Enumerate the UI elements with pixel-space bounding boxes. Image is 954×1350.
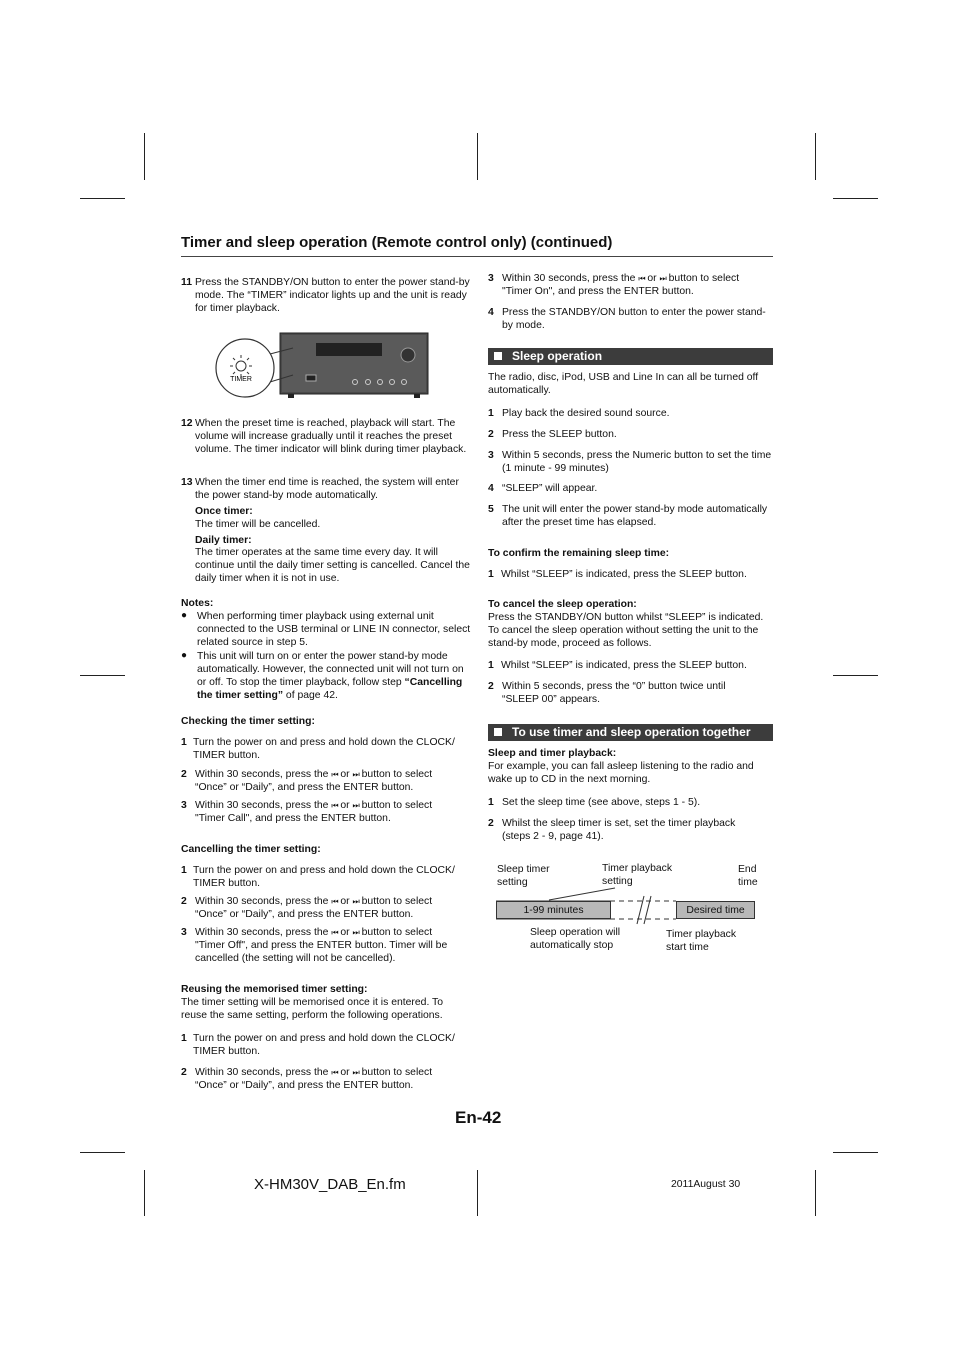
step-number: 1 xyxy=(488,797,494,808)
step-number: 13 xyxy=(181,477,193,488)
section-heading: Checking the timer setting: xyxy=(181,716,315,727)
step-text: Within 30 seconds, press the ⏮ or ⏭ button to select "Timer Off", and press the ENTER button. Timer will be cancelled (the setting will not be cancelled). xyxy=(195,927,448,964)
step-text: Within 5 seconds, press the Numeric button to set the time (1 minute - 99 minutes) xyxy=(502,450,772,474)
diagram-label: Sleep operation will automatically stop xyxy=(530,927,621,951)
device-illustration xyxy=(208,330,433,405)
step-text: Play back the desired sound source. xyxy=(502,408,670,419)
daily-timer-heading: Daily timer: xyxy=(195,535,252,546)
step-text: The unit will enter the power stand-by mode automatically after the preset time has elapsed. xyxy=(502,504,768,528)
section-bar-sleep: Sleep operation xyxy=(488,348,773,365)
step-number: 1 xyxy=(488,408,494,419)
section-heading: Cancelling the timer setting: xyxy=(181,844,321,855)
step-text: Press the STANDBY/ON button to enter the power stand-by mode. The “TIMER” indicator lights up and the unit is ready for timer playback. xyxy=(195,277,470,314)
next-icon: ⏭ xyxy=(352,1068,359,1077)
step-number: 12 xyxy=(181,418,193,429)
crop-mark xyxy=(833,675,878,676)
diagram-label: Sleep timer setting xyxy=(497,864,550,888)
step-text: Set the sleep time (see above, steps 1 - 5). xyxy=(502,797,701,808)
footer-date: 2011August 30 xyxy=(671,1179,741,1190)
once-timer-text: The timer will be cancelled. xyxy=(195,519,321,530)
timer-label: TIMER xyxy=(230,376,252,383)
crop-mark xyxy=(80,1152,125,1153)
step-text: Within 30 seconds, press the ⏮ or ⏭ button to select "Timer On", and press the ENTER button. xyxy=(502,273,740,297)
section-heading: Reusing the memorised timer setting: xyxy=(181,984,368,995)
prev-icon: ⏮ xyxy=(331,897,338,906)
step-text: Turn the power on and press and hold down the CLOCK/ TIMER button. xyxy=(193,865,455,889)
step-text: Whilst “SLEEP” is indicated, press the SLEEP button. xyxy=(501,569,747,580)
step-text: “SLEEP” will appear. xyxy=(502,483,598,494)
step-number: 2 xyxy=(488,818,494,829)
step-text: Within 30 seconds, press the ⏮ or ⏭ button to select “Once” or “Daily”, and press the ENTER button. xyxy=(195,769,433,793)
crop-mark xyxy=(80,198,125,199)
note-text: This unit will turn on or enter the power stand-by mode automatically. However, the connected unit will not turn on or off. To stop the timer playback, follow step “Cancelling the timer setting” of page 42. xyxy=(197,651,464,701)
step-number: 1 xyxy=(181,737,187,748)
step-text: Whilst “SLEEP” is indicated, press the SLEEP button. xyxy=(501,660,747,671)
step-text: When the timer end time is reached, the system will enter the power stand-by mode automatically. xyxy=(195,477,459,501)
crop-mark xyxy=(815,133,816,180)
step-text: Whilst the sleep timer is set, set the timer playback (steps 2 - 9, page 41). xyxy=(502,818,736,842)
next-icon: ⏭ xyxy=(352,928,359,937)
once-timer-heading: Once timer: xyxy=(195,506,253,517)
section-heading: Sleep and timer playback: xyxy=(488,748,617,759)
step-number: 1 xyxy=(181,865,187,876)
crop-mark xyxy=(833,198,878,199)
crop-mark xyxy=(477,133,478,180)
desired-time-box: Desired time xyxy=(676,901,755,919)
section-intro: Press the STANDBY/ON button whilst “SLEEP” is indicated. To cancel the sleep operation without setting the unit to the stand-by mode, proceed as follows. xyxy=(488,612,764,649)
step-number: 11 xyxy=(181,277,192,288)
crop-mark xyxy=(815,1170,816,1216)
square-icon xyxy=(494,352,502,360)
prev-icon: ⏮ xyxy=(638,274,645,283)
crop-mark xyxy=(80,675,125,676)
sleep-duration-box: 1-99 minutes xyxy=(496,901,611,919)
square-icon xyxy=(494,728,502,736)
step-text: Within 5 seconds, press the “0” button twice until “SLEEP 00” appears. xyxy=(502,681,726,705)
next-icon: ⏭ xyxy=(352,801,359,810)
prev-icon: ⏮ xyxy=(331,770,338,779)
step-number: 2 xyxy=(181,769,187,780)
diagram-label: Timer playback setting xyxy=(602,863,673,887)
step-number: 2 xyxy=(181,896,187,907)
step-number: 2 xyxy=(488,429,494,440)
step-number: 3 xyxy=(181,800,187,811)
step-text: Within 30 seconds, press the ⏮ or ⏭ button to select “Once” or “Daily”, and press the ENTER button. xyxy=(195,896,433,920)
crop-mark xyxy=(477,1170,478,1216)
step-number: 3 xyxy=(181,927,187,938)
step-number: 3 xyxy=(488,450,494,461)
notes-heading: Notes: xyxy=(181,598,214,609)
step-number: 1 xyxy=(488,660,494,671)
section-intro: For example, you can fall asleep listening to the radio and wake up to CD in the next morning. xyxy=(488,761,754,785)
bullet-icon: ● xyxy=(181,650,188,661)
section-heading: To cancel the sleep operation: xyxy=(488,599,637,610)
prev-icon: ⏮ xyxy=(331,801,338,810)
prev-icon: ⏮ xyxy=(331,1068,338,1077)
daily-timer-text: The timer operates at the same time every day. It will continue until the daily timer setting is cancelled. Cancel the daily timer when it is not in use. xyxy=(195,547,470,584)
step-text: When the preset time is reached, playback will start. The volume will increase gradually until it reaches the preset volume. The timer indicator will blink during timer playback. xyxy=(195,418,467,455)
page-title: Timer and sleep operation (Remote control only) (continued) xyxy=(181,234,613,251)
step-number: 5 xyxy=(488,504,494,515)
section-intro: The timer setting will be memorised once it is entered. To reuse the same setting, perform the following operations. xyxy=(181,997,443,1021)
next-icon: ⏭ xyxy=(352,897,359,906)
step-number: 2 xyxy=(181,1067,187,1078)
step-text: Within 30 seconds, press the ⏮ or ⏭ button to select “Once” or “Daily”, and press the ENTER button. xyxy=(195,1067,433,1091)
step-text: Press the STANDBY/ON button to enter the power stand-by mode. xyxy=(502,307,766,331)
bullet-icon: ● xyxy=(181,610,188,621)
section-intro: The radio, disc, iPod, USB and Line In can all be turned off automatically. xyxy=(488,372,759,396)
step-number: 1 xyxy=(181,1033,187,1044)
crop-mark xyxy=(144,1170,145,1216)
title-rule xyxy=(181,256,773,257)
step-text: Turn the power on and press and hold down the CLOCK/ TIMER button. xyxy=(193,737,455,761)
step-number: 4 xyxy=(488,307,494,318)
next-icon: ⏭ xyxy=(352,770,359,779)
footer-filename: X-HM30V_DAB_En.fm xyxy=(254,1176,406,1193)
step-number: 4 xyxy=(488,483,494,494)
step-number: 2 xyxy=(488,681,494,692)
next-icon: ⏭ xyxy=(659,274,666,283)
diagram-label: End time xyxy=(738,864,758,888)
step-number: 1 xyxy=(488,569,494,580)
section-bar-together: To use timer and sleep operation together xyxy=(488,724,773,741)
page-number: En-42 xyxy=(455,1108,502,1127)
prev-icon: ⏮ xyxy=(331,928,338,937)
diagram-label: Timer playback start time xyxy=(666,929,737,953)
step-text: Press the SLEEP button. xyxy=(502,429,617,440)
step-text: Turn the power on and press and hold down the CLOCK/ TIMER button. xyxy=(193,1033,455,1057)
crop-mark xyxy=(144,133,145,180)
note-text: When performing timer playback using external unit connected to the USB terminal or LINE IN connector, select related source in step 5. xyxy=(197,611,471,648)
step-number: 3 xyxy=(488,273,494,284)
step-text: Within 30 seconds, press the ⏮ or ⏭ button to select "Timer Call", and press the ENTER button. xyxy=(195,800,433,824)
section-heading: To confirm the remaining sleep time: xyxy=(488,548,670,559)
crop-mark xyxy=(833,1152,878,1153)
